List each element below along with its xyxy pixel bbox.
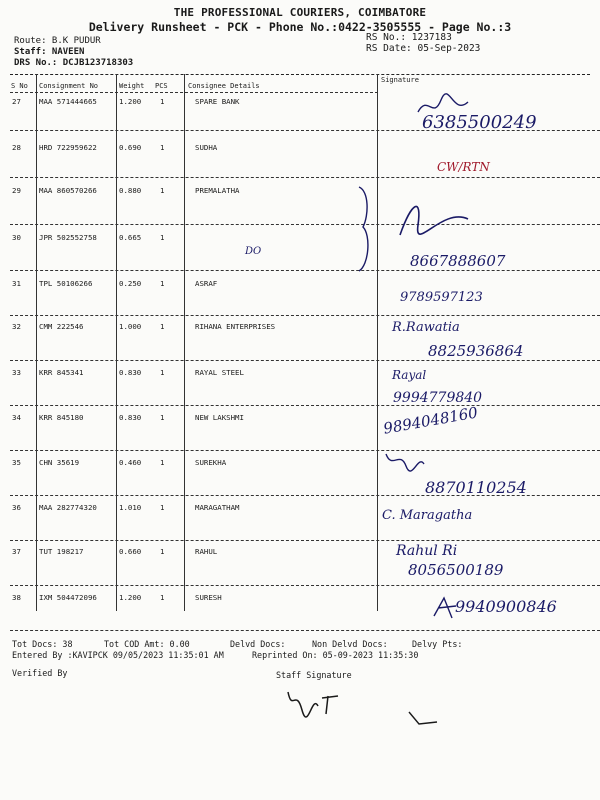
row-pieces: 1	[160, 322, 165, 331]
col-header-signature: Signature	[381, 76, 419, 84]
row-serial-number: 27	[12, 97, 21, 106]
row-serial-number: 34	[12, 413, 21, 422]
row-rule	[10, 630, 600, 631]
row-rule	[10, 315, 600, 316]
total-cod-amount: Tot COD Amt: 0.00	[104, 639, 190, 649]
row-consignee: PREMALATHA	[195, 186, 240, 195]
row-weight: 0.660	[119, 547, 142, 556]
col-header-sno: S No	[11, 82, 28, 90]
row-serial-number: 29	[12, 186, 21, 195]
row-serial-number: 31	[12, 279, 21, 288]
pen-mark	[405, 708, 441, 728]
row-consignment-number: MAA 860570266	[39, 186, 97, 195]
row-pieces: 1	[160, 186, 165, 195]
row-consignment-number: TPL 50106266	[39, 279, 93, 288]
staff-signature-label: Staff Signature	[276, 670, 352, 680]
row-serial-number: 36	[12, 503, 21, 512]
col-divider	[116, 74, 117, 611]
document-subtitle: Delivery Runsheet - PCK - Phone No.:0422-3505555 - Page No.:3	[88, 20, 512, 34]
row-weight: 0.250	[119, 279, 142, 288]
handwritten-phone: 8870110254	[425, 478, 527, 497]
row-pieces: 1	[160, 143, 165, 152]
col-divider	[36, 74, 37, 611]
row-weight: 0.880	[119, 186, 142, 195]
row-consignee: SURESH	[195, 593, 222, 602]
row-consignment-number: CHN 35619	[39, 458, 80, 467]
row-consignee: ASRAF	[195, 279, 218, 288]
staff-signature-scribble	[282, 684, 342, 718]
row-consignee: RAYAL STEEL	[195, 368, 244, 377]
header-rule	[10, 92, 378, 93]
handwritten-phone: 9940900846	[455, 597, 557, 616]
entered-by: Entered By :KAVIPCK 09/05/2023 11:35:01 AM	[12, 650, 224, 660]
row-rule	[10, 360, 600, 361]
row-weight: 1.200	[119, 593, 142, 602]
delivered-docs: Delvd Docs:	[230, 639, 286, 649]
row-pieces: 1	[160, 503, 165, 512]
col-header-weight: Weight	[119, 82, 145, 90]
row-consignment-number: CMM 222546	[39, 322, 84, 331]
handwritten-phone: 8825936864	[428, 342, 524, 360]
handwritten-name: R.Rawatia	[392, 320, 460, 335]
handwritten-phone: 8056500189	[408, 561, 504, 579]
row-consignment-number: HRD 722959622	[39, 143, 97, 152]
col-divider	[377, 74, 378, 611]
handwritten-phone: 9789597123	[400, 290, 483, 305]
row-consignment-number: IXM 504472096	[39, 593, 97, 602]
col-header-pcs: PCS	[155, 82, 168, 90]
row-consignment-number: MAA 282774320	[39, 503, 97, 512]
row-pieces: 1	[160, 547, 165, 556]
row-pieces: 1	[160, 413, 165, 422]
row-weight: 0.665	[119, 233, 142, 242]
row-consignment-number: MAA 571444665	[39, 97, 97, 106]
row-consignee: SUREKHA	[195, 458, 227, 467]
row-weight: 0.690	[119, 143, 142, 152]
row-pieces: 1	[160, 458, 165, 467]
row-serial-number: 33	[12, 368, 21, 377]
document-title: THE PROFESSIONAL COURIERS, COIMBATORE	[173, 6, 427, 19]
delivery-points: Delvy Pts:	[412, 639, 463, 649]
handwritten-ditto: DO	[245, 246, 262, 257]
row-weight: 0.830	[119, 368, 142, 377]
row-consignee: SUDHA	[195, 143, 218, 152]
handwritten-name: Rayal	[392, 368, 427, 382]
row-rule	[10, 177, 600, 178]
row-pieces: 1	[160, 368, 165, 377]
row-rule	[10, 270, 600, 271]
handwritten-name: C. Maragatha	[382, 508, 473, 523]
row-rule	[10, 224, 600, 225]
row-weight: 1.000	[119, 322, 142, 331]
col-divider	[184, 74, 185, 611]
row-rule	[10, 405, 600, 406]
row-serial-number: 30	[12, 233, 21, 242]
row-serial-number: 35	[12, 458, 21, 467]
signature-scribble	[382, 448, 426, 474]
row-consignment-number: KRR 845341	[39, 368, 84, 377]
handwritten-phone: 8667888607	[410, 252, 506, 270]
row-pieces: 1	[160, 279, 165, 288]
row-weight: 1.010	[119, 503, 142, 512]
row-serial-number: 37	[12, 547, 21, 556]
row-weight: 1.200	[119, 97, 142, 106]
handwritten-phone: 9994779840	[393, 390, 483, 406]
table-top-rule	[10, 74, 590, 75]
rs-number: RS No.: 1237183	[366, 32, 452, 43]
signature-scribble	[392, 195, 472, 247]
row-pieces: 1	[160, 593, 165, 602]
handwritten-phone: 9894048160	[382, 403, 480, 438]
non-delivered-docs: Non Delvd Docs:	[312, 639, 388, 649]
row-weight: 0.830	[119, 413, 142, 422]
handwritten-phone: 6385500249	[422, 112, 537, 133]
reprinted-on: Reprinted On: 05-09-2023 11:35:30	[252, 650, 419, 660]
row-consignee: MARAGATHAM	[195, 503, 240, 512]
row-serial-number: 28	[12, 143, 21, 152]
row-serial-number: 38	[12, 593, 21, 602]
row-rule	[10, 540, 600, 541]
col-header-consignee: Consignee Details	[188, 82, 260, 90]
row-consignment-number: KRR 845180	[39, 413, 84, 422]
row-consignment-number: TUT 198217	[39, 547, 84, 556]
row-rule	[10, 450, 600, 451]
bracket-mark	[355, 185, 375, 273]
row-rule	[10, 585, 600, 586]
staff-label: Staff: NAVEEN	[14, 47, 85, 57]
row-consignee: NEW LAKSHMI	[195, 413, 244, 422]
row-pieces: 1	[160, 233, 165, 242]
total-docs: Tot Docs: 38	[12, 639, 73, 649]
rs-date: RS Date: 05-Sep-2023	[366, 43, 481, 54]
row-consignee: SPARE BANK	[195, 97, 240, 106]
row-pieces: 1	[160, 97, 165, 106]
handwritten-note: CW/RTN	[437, 160, 490, 174]
route-label: Route: B.K PUDUR	[14, 36, 101, 46]
verified-by: Verified By	[12, 668, 68, 678]
col-header-consignment: Consignment No	[39, 82, 99, 90]
row-weight: 0.460	[119, 458, 142, 467]
signature-scribble	[430, 594, 460, 622]
drs-number: DRS No.: DCJB123718303	[14, 58, 134, 68]
row-serial-number: 32	[12, 322, 21, 331]
row-consignment-number: JPR 502552758	[39, 233, 97, 242]
handwritten-name: Rahul Ri	[396, 543, 458, 559]
row-consignee: RAHUL	[195, 547, 218, 556]
signature-scribble	[413, 92, 473, 122]
row-consignee: RIHANA ENTERPRISES	[195, 322, 276, 331]
